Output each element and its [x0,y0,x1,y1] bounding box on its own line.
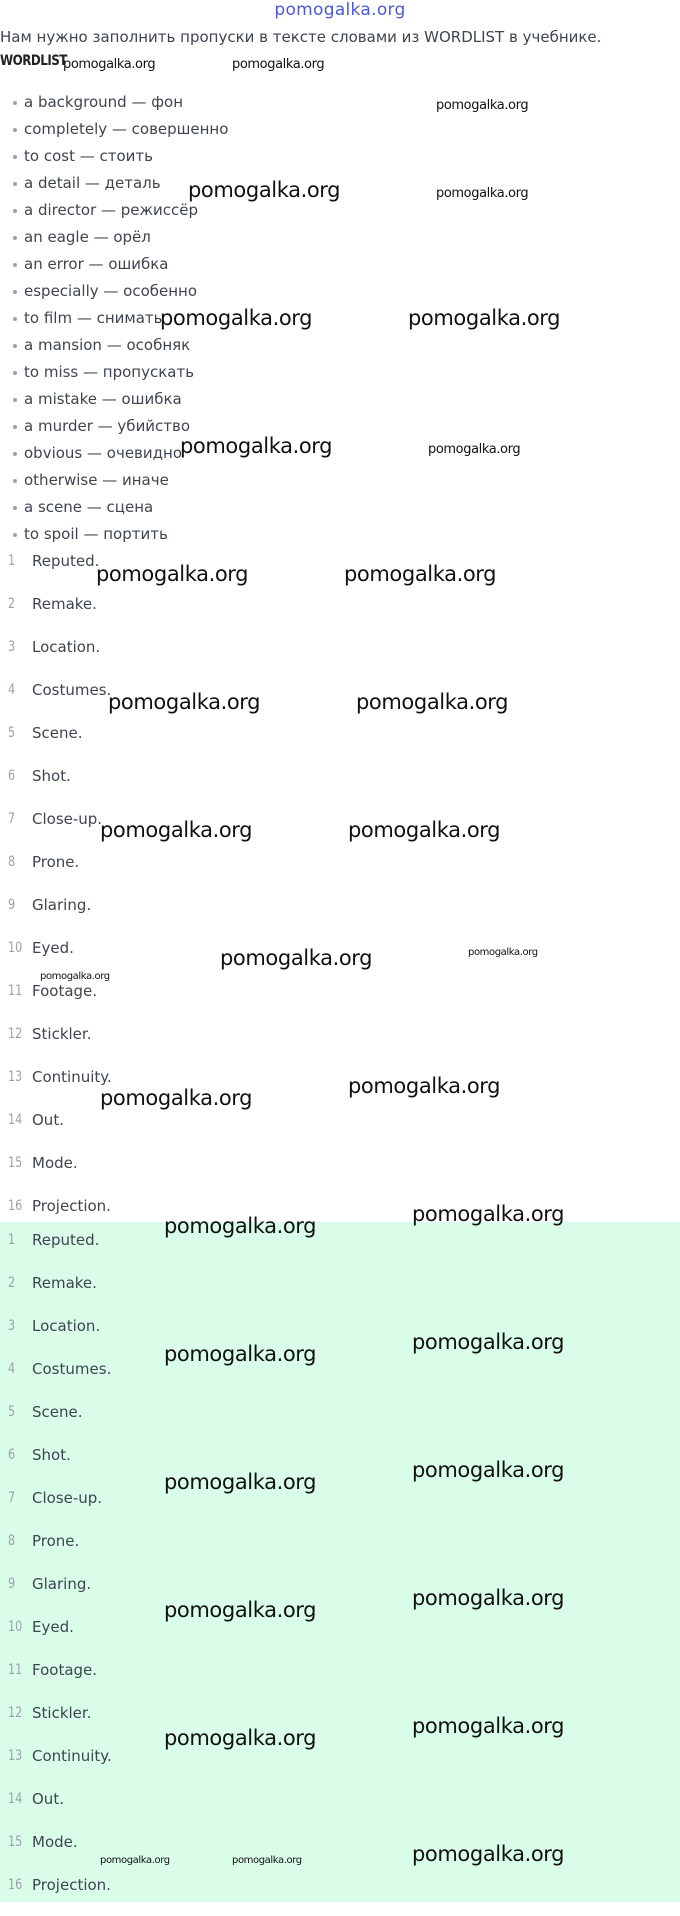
item-number: 10 [8,1619,23,1635]
wordlist-item-text: a director — режиссёр [24,201,198,219]
watermark: pomogalka.org [164,1470,317,1494]
item-number: 13 [8,1069,23,1085]
item-text: Footage. [32,1661,98,1679]
wordlist-item-text: to miss — пропускать [24,363,195,381]
bullet-dot [13,209,17,213]
wordlist-item [0,494,228,521]
watermark: pomogalka.org [188,178,341,202]
wordlist-item [0,359,228,386]
watermark: pomogalka.org [412,1202,565,1226]
bullet-dot [13,155,17,159]
watermark: pomogalka.org [232,57,325,72]
item-text: Projection. [32,1197,111,1215]
wordlist-item [0,251,228,278]
item-text: Location. [32,638,101,656]
item-number: 8 [8,1533,16,1549]
wordlist-item-text: to cost — стоить [24,147,153,165]
wordlist-item-text: to film — снимать [24,309,163,327]
item-number: 12 [8,1705,23,1721]
watermark: pomogalka.org [100,1086,253,1110]
item-text: Footage. [32,982,98,1000]
item-text: Close-up. [32,1489,103,1507]
item-number: 1 [8,553,16,569]
watermark: pomogalka.org [164,1214,317,1238]
wordlist-item [0,116,228,143]
watermark: pomogalka.org [100,818,253,842]
watermark: pomogalka.org [348,1074,501,1098]
wordlist-item-text: a background — фон [24,93,184,111]
item-text: Stickler. [32,1025,92,1043]
item-number: 11 [8,983,23,999]
wordlist-item [0,224,228,251]
wordlist-item [0,521,228,548]
answer-block [0,1222,680,1902]
watermark: pomogalka.org [412,1842,565,1866]
wordlist-item-text: especially — особенно [24,282,198,300]
item-text: Prone. [32,1532,80,1550]
item-number: 2 [8,596,16,612]
item-text: Costumes. [32,681,112,699]
watermark: pomogalka.org [164,1342,317,1366]
item-number: 1 [8,1232,16,1248]
item-number: 9 [8,897,16,913]
item-number: 8 [8,854,16,870]
item-number: 5 [8,725,16,741]
watermark: pomogalka.org [412,1330,565,1354]
item-number: 15 [8,1155,23,1171]
watermark: pomogalka.org [180,434,333,458]
site-logo-link[interactable]: pomogalka.org [274,0,406,20]
wordlist-item-text: to spoil — портить [24,525,168,543]
item-text: Scene. [32,724,83,742]
wordlist-item-text: an error — ошибка [24,255,169,273]
bullet-dot [13,236,17,240]
item-number: 3 [8,1318,16,1334]
item-text: Out. [32,1790,64,1808]
watermark: pomogalka.org [412,1586,565,1610]
item-number: 7 [8,1490,16,1506]
bullet-dot [13,128,17,132]
watermark: pomogalka.org [356,690,509,714]
watermark: pomogalka.org [100,1855,170,1866]
item-text: Continuity. [32,1747,112,1765]
site-header [0,0,680,26]
item-text: Prone. [32,853,80,871]
item-number: 2 [8,1275,16,1291]
watermark: pomogalka.org [436,186,529,201]
item-text: Close-up. [32,810,103,828]
item-number: 11 [8,1662,23,1678]
item-text: Glaring. [32,896,92,914]
watermark: pomogalka.org [428,442,521,457]
bullet-dot [13,344,17,348]
wordlist-item [0,143,228,170]
item-text: Reputed. [32,1231,100,1249]
item-text: Shot. [32,1446,71,1464]
item-text: Continuity. [32,1068,112,1086]
bullet-dot [13,317,17,321]
item-text: Scene. [32,1403,83,1421]
wordlist-item-text: completely — совершенно [24,120,229,138]
item-number: 13 [8,1748,23,1764]
wordlist-item-text: otherwise — иначе [24,471,169,489]
bullet-dot [13,533,17,537]
watermark: pomogalka.org [96,562,249,586]
item-text: Remake. [32,1274,97,1292]
watermark: pomogalka.org [344,562,497,586]
watermark: pomogalka.org [348,818,501,842]
watermark: pomogalka.org [108,690,261,714]
watermark: pomogalka.org [164,1726,317,1750]
watermark: pomogalka.org [412,1714,565,1738]
wordlist-item-text: a detail — деталь [24,174,161,192]
wordlist-item [0,467,228,494]
item-text: Reputed. [32,552,100,570]
item-text: Costumes. [32,1360,112,1378]
item-number: 4 [8,682,16,698]
item-text: Glaring. [32,1575,92,1593]
watermark: pomogalka.org [40,971,110,982]
bullet-dot [13,452,17,456]
item-number: 12 [8,1026,23,1042]
bullet-dot [13,371,17,375]
item-number: 6 [8,768,16,784]
wordlist-item-text: an eagle — орёл [24,228,151,246]
item-text: Remake. [32,595,97,613]
wordlist-item [0,89,228,116]
item-number: 9 [8,1576,16,1592]
item-text: Projection. [32,1876,111,1894]
wordlist-item-text: a mistake — ошибка [24,390,182,408]
item-number: 7 [8,811,16,827]
item-number: 6 [8,1447,16,1463]
bullet-dot [13,182,17,186]
item-text: Out. [32,1111,64,1129]
wordlist-item-text: obvious — очевидно [24,444,182,462]
item-number: 14 [8,1112,23,1128]
bullet-dot [13,425,17,429]
item-number: 16 [8,1877,23,1893]
watermark: pomogalka.org [63,57,156,72]
item-number: 4 [8,1361,16,1377]
item-text: Eyed. [32,939,74,957]
item-number: 14 [8,1791,23,1807]
item-number: 5 [8,1404,16,1420]
wordlist-item [0,332,228,359]
watermark: pomogalka.org [468,947,538,958]
item-text: Stickler. [32,1704,92,1722]
watermark: pomogalka.org [164,1598,317,1622]
item-number: 10 [8,940,23,956]
bullet-dot [13,479,17,483]
watermark: pomogalka.org [408,306,561,330]
item-text: Eyed. [32,1618,74,1636]
bullet-dot [13,263,17,267]
wordlist-item-text: a mansion — особняк [24,336,191,354]
item-number: 16 [8,1198,23,1214]
task-intro: Нам нужно заполнить пропуски в тексте словами из WORDLIST в учебнике. [0,28,602,46]
wordlist-item [0,278,228,305]
watermark: pomogalka.org [160,306,313,330]
bullet-dot [13,290,17,294]
bullet-dot [13,101,17,105]
wordlist-heading: WORDLIST [0,53,67,69]
item-number: 15 [8,1834,23,1850]
wordlist-item-text: a scene — сцена [24,498,154,516]
item-text: Mode. [32,1833,78,1851]
watermark: pomogalka.org [220,946,373,970]
watermark: pomogalka.org [232,1855,302,1866]
item-text: Mode. [32,1154,78,1172]
item-text: Location. [32,1317,101,1335]
bullet-dot [13,398,17,402]
wordlist-item-text: a murder — убийство [24,417,191,435]
watermark: pomogalka.org [412,1458,565,1482]
item-number: 3 [8,639,16,655]
item-text: Shot. [32,767,71,785]
watermark: pomogalka.org [436,98,529,113]
wordlist-item [0,386,228,413]
bullet-dot [13,506,17,510]
